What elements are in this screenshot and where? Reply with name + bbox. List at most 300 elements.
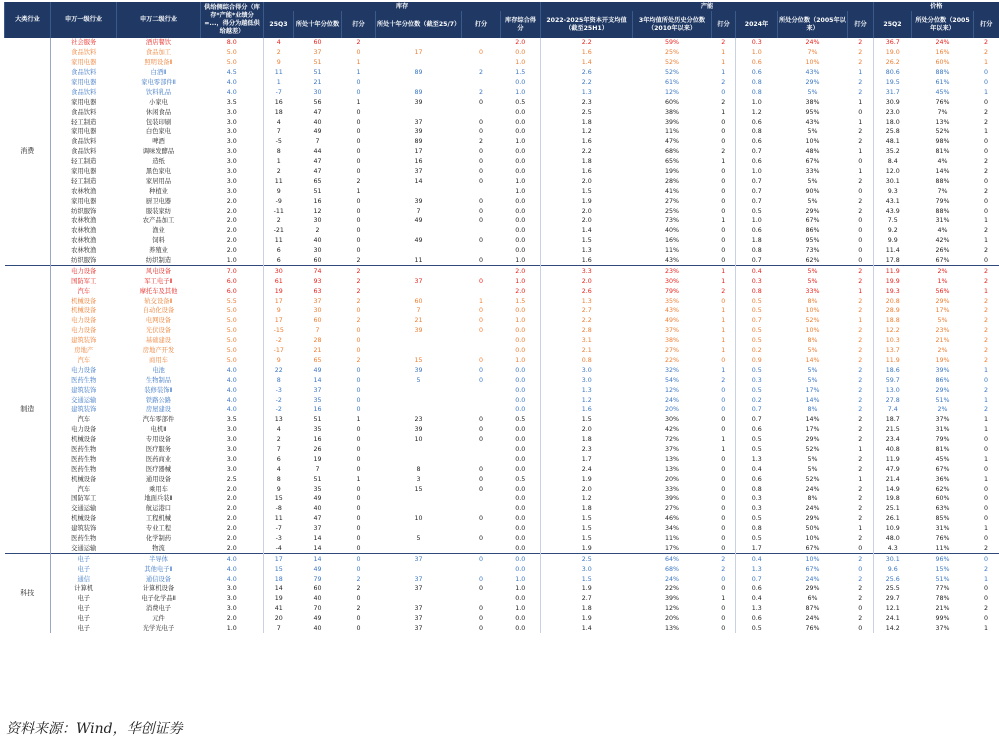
cell-rev_pct: 60 <box>313 39 322 47</box>
cell-turn_2024: 0.8 <box>736 246 778 256</box>
table-row <box>5 365 999 375</box>
col-header-rev_25q3: 25Q3 <box>264 11 294 38</box>
cell-turn_pct: 50% <box>805 525 820 533</box>
cell-turn_pct: 43% <box>805 69 820 77</box>
cell-turn_score: 2 <box>858 416 863 424</box>
cell-score: 2.0 <box>226 227 237 235</box>
cell-gm_25q2: 28.9 <box>874 306 912 316</box>
cell-turn_2024: 0.5 <box>736 445 778 455</box>
cell-rev_score: 0 <box>356 615 361 623</box>
cell-sw2: 农产品加工 <box>142 217 175 225</box>
cell-capex_2225: 1.6 <box>541 405 633 415</box>
cell-turn_pct: 33% <box>805 287 820 295</box>
cell-rev_25q3: -7 <box>264 524 294 534</box>
cell-turn_2024: 0.5 <box>736 534 778 544</box>
cell-rev_score: 0 <box>356 595 361 603</box>
cell-gm_score: 2 <box>984 347 989 355</box>
cell-rev_pct: 40 <box>313 624 322 632</box>
cell-score: 5.0 <box>226 337 237 345</box>
cell-sw2: 食品加工 <box>145 49 172 57</box>
cell-inv_score <box>462 543 501 553</box>
cell-capex_pct: 30% <box>665 416 679 424</box>
cell-turn_pct: 8% <box>807 406 818 414</box>
cell-rev_pct: 2 <box>315 227 320 235</box>
cell-sw1: 纺织服饰 <box>71 257 97 265</box>
cell-gm_score: 2 <box>984 307 989 315</box>
cell-capex_pct: 68% <box>665 148 679 156</box>
table-row <box>5 346 999 356</box>
cell-sw2: 自动化设备 <box>142 307 175 315</box>
cell-capex_pct: 32% <box>665 366 679 374</box>
cell-turn_pct: 76% <box>805 624 820 632</box>
cell-rev_25q3: 8 <box>264 147 294 157</box>
cell-sw2: 专业工程 <box>145 525 172 533</box>
cell-turn_score: 2 <box>858 138 863 146</box>
cell-sw1: 建筑装饰 <box>71 406 97 414</box>
cell-inv_score <box>462 38 501 48</box>
col-header-rev_pct: 所处十年分位数 <box>294 11 342 38</box>
cell-inv_pct: 39 <box>414 98 423 106</box>
cell-turn_pct: 5% <box>778 266 848 276</box>
cell-turn_score: 1 <box>858 148 863 156</box>
cell-gm_25q2: 36.7 <box>874 38 912 48</box>
cell-inv_total: 0.0 <box>515 505 526 513</box>
cell-rev_score: 2 <box>356 575 361 583</box>
table-row <box>5 276 999 286</box>
cell-capex_pct: 42% <box>665 426 679 434</box>
cell-capex_2225: 2.2 <box>541 147 633 157</box>
cell-rev_pct: 16 <box>313 406 322 414</box>
cell-inv_score: 2 <box>478 69 483 77</box>
section-label: 制造 <box>5 266 51 554</box>
cell-turn_2024: 0.7 <box>736 316 778 326</box>
cell-inv_pct <box>376 445 462 455</box>
table-row <box>5 137 999 147</box>
cell-score: 3.5 <box>226 416 237 424</box>
cell-inv_score: 2 <box>478 138 483 146</box>
cell-gm_score: 2 <box>984 247 989 255</box>
cell-capex_2225: 1.9 <box>541 543 633 553</box>
cell-capex_score: 0 <box>721 297 726 305</box>
table-row <box>5 425 999 435</box>
cell-turn_pct: 5% <box>807 465 818 473</box>
cell-capex_2225: 1.8 <box>541 435 633 445</box>
cell-capex_score: 1 <box>721 445 726 453</box>
cell-turn_2024: 0.6 <box>736 68 778 78</box>
cell-sw1: 社会服务 <box>71 39 97 47</box>
cell-gm_pct: 4% <box>937 227 948 235</box>
cell-capex_pct: 79% <box>665 287 679 295</box>
cell-rev_pct: 51 <box>313 59 322 67</box>
cell-gm_pct: 79% <box>935 197 950 205</box>
cell-turn_2024: 0.8 <box>736 87 778 97</box>
cell-turn_pct: 17% <box>805 386 820 394</box>
cell-inv_pct: 5 <box>416 534 421 542</box>
cell-sw2: 铁路公路 <box>145 396 172 404</box>
cell-rev_score: 0 <box>356 347 361 355</box>
cell-turn_2024: 0.5 <box>736 624 778 634</box>
cell-capex_2225: 2.0 <box>541 206 633 216</box>
table-row <box>5 236 999 246</box>
cell-sw2: 军工电子Ⅱ <box>144 277 173 285</box>
cell-capex_2225: 2.6 <box>541 68 633 78</box>
cell-sw1: 电子 <box>77 605 91 613</box>
cell-capex_2225: 1.5 <box>541 514 633 524</box>
cell-capex_2225: 2.4 <box>541 464 633 474</box>
cell-capex_score: 1 <box>721 158 726 166</box>
cell-rev_score: 2 <box>356 317 361 325</box>
cell-gm_score: 0 <box>984 257 989 265</box>
cell-capex_pct: 23% <box>633 266 712 276</box>
cell-inv_score: 2 <box>478 88 483 96</box>
cell-capex_2225: 2.8 <box>541 326 633 336</box>
cell-rev_25q3: 61 <box>264 276 294 286</box>
cell-turn_pct: 29% <box>805 515 820 523</box>
cell-inv_pct <box>376 286 462 296</box>
cell-inv_total: 0.0 <box>515 49 526 57</box>
cell-gm_25q2: 23.4 <box>874 435 912 445</box>
cell-gm_score: 1 <box>984 396 989 404</box>
cell-gm_25q2: 21.4 <box>874 474 912 484</box>
cell-inv_pct: 7 <box>416 307 421 315</box>
cell-rev_score: 2 <box>356 39 361 47</box>
cell-inv_score: 0 <box>478 317 483 325</box>
group-header-price: 价格 <box>874 2 999 11</box>
cell-turn_2024: 1.3 <box>736 604 778 614</box>
cell-sw1: 家用电器 <box>71 59 97 67</box>
cell-inv_total: 0.5 <box>515 98 526 106</box>
table-row <box>5 405 999 415</box>
cell-turn_2024: 0.4 <box>736 464 778 474</box>
cell-capex_pct: 38% <box>665 337 679 345</box>
cell-capex_pct: 25% <box>665 49 679 57</box>
cell-inv_pct <box>376 78 462 88</box>
cell-rev_25q3: -7 <box>264 87 294 97</box>
cell-gm_pct: 81% <box>935 445 950 453</box>
cell-sw2: 酒店餐饮 <box>145 39 172 47</box>
cell-capex_2225: 2.6 <box>541 286 633 296</box>
cell-gm_pct: 7% <box>937 187 948 195</box>
cell-capex_score: 1 <box>721 217 726 225</box>
table-row <box>5 167 999 177</box>
cell-rev_score: 0 <box>356 247 361 255</box>
cell-rev_pct: 49 <box>313 128 322 136</box>
cell-sw2: 装修装饰Ⅱ <box>144 386 173 394</box>
cell-score: 2.0 <box>226 615 237 623</box>
cell-rev_25q3: 30 <box>264 266 294 276</box>
cell-rev_pct: 7 <box>315 138 320 146</box>
cell-sw2: 调味发酵品 <box>142 148 175 156</box>
cell-rev_pct: 21 <box>313 79 322 86</box>
cell-rev_pct: 51 <box>313 69 322 77</box>
cell-gm_score: 1 <box>984 217 989 225</box>
cell-inv_score: 0 <box>478 366 483 374</box>
cell-inv_pct: 37 <box>414 168 423 176</box>
cell-turn_2024: 0.6 <box>736 137 778 147</box>
cell-inv_pct <box>376 564 462 574</box>
cell-score: 3.0 <box>226 128 237 136</box>
cell-score: 2.0 <box>226 505 237 513</box>
table-row <box>5 147 999 157</box>
cell-inv_score: 0 <box>478 257 483 265</box>
cell-turn_score: 1 <box>858 287 863 295</box>
cell-capex_2225: 2.2 <box>541 38 633 48</box>
cell-gm_score: 0 <box>984 515 989 523</box>
cell-turn_2024: 0.5 <box>736 514 778 524</box>
cell-rev_pct: 12 <box>313 207 322 215</box>
cell-turn_score: 0 <box>858 108 863 116</box>
cell-capex_2225: 1.5 <box>541 534 633 544</box>
cell-gm_score: 2 <box>984 297 989 305</box>
table-row <box>5 574 999 584</box>
cell-inv_total: 0.0 <box>515 247 526 255</box>
cell-rev_pct: 30 <box>313 247 322 255</box>
cell-inv_pct: 89 <box>414 138 423 146</box>
cell-rev_25q3: -2 <box>264 395 294 405</box>
cell-inv_total: 1.0 <box>515 187 526 195</box>
cell-rev_pct: 19 <box>313 455 322 463</box>
cell-inv_total: 0.5 <box>515 475 526 483</box>
cell-inv_total: 0.0 <box>515 327 526 335</box>
cell-rev_pct: 70 <box>313 605 322 613</box>
cell-turn_2024: 0.8 <box>736 286 778 296</box>
cell-gm_score: 0 <box>984 445 989 453</box>
cell-score: 2.0 <box>226 217 237 225</box>
cell-rev_pct: 7 <box>315 465 320 473</box>
cell-capex_2225: 1.2 <box>541 494 633 504</box>
cell-turn_pct: 24% <box>805 505 820 513</box>
cell-score: 5.0 <box>226 327 237 335</box>
cell-turn_pct: 52% <box>805 445 820 453</box>
cell-rev_score: 0 <box>356 118 361 126</box>
cell-sw2: 工程机械 <box>145 515 172 523</box>
cell-turn_2024: 0.3 <box>736 494 778 504</box>
cell-inv_pct: 8 <box>416 465 421 473</box>
cell-sw1: 汽车 <box>77 287 91 295</box>
cell-sw1: 国防军工 <box>71 277 97 285</box>
cell-capex_2225: 2.7 <box>541 594 633 604</box>
cell-rev_pct: 37 <box>313 49 322 57</box>
cell-rev_25q3: 6 <box>264 246 294 256</box>
cell-gm_25q2: 47.9 <box>874 464 912 474</box>
cell-inv_score: 0 <box>478 485 483 493</box>
cell-inv_score: 0 <box>478 376 483 384</box>
cell-turn_2024: 0.5 <box>736 206 778 216</box>
cell-inv_score: 0 <box>478 168 483 176</box>
cell-turn_2024: 1.0 <box>736 97 778 107</box>
cell-rev_score: 0 <box>356 138 361 146</box>
cell-turn_2024: 0.8 <box>736 524 778 534</box>
cell-gm_score: 0 <box>984 534 989 542</box>
cell-gm_pct: 88% <box>935 207 950 215</box>
cell-score: 2.0 <box>226 197 237 205</box>
cell-turn_pct: 5% <box>807 376 818 384</box>
cell-rev_pct: 30 <box>313 88 322 96</box>
cell-capex_score: 0 <box>721 426 726 434</box>
cell-rev_25q3: 8 <box>264 375 294 385</box>
cell-gm_score: 1 <box>984 426 989 434</box>
table-row <box>5 38 999 48</box>
cell-rev_pct: 16 <box>313 436 322 444</box>
cell-sw2: 生物制品 <box>145 376 172 384</box>
cell-inv_total: 2.0 <box>501 266 541 276</box>
cell-gm_pct: 88% <box>935 69 950 77</box>
cell-gm_pct: 60% <box>935 59 950 67</box>
cell-inv_pct <box>376 266 462 276</box>
cell-inv_total: 0.0 <box>515 455 526 463</box>
cell-rev_25q3: 13 <box>264 415 294 425</box>
cell-gm_score: 2 <box>984 108 989 116</box>
cell-gm_score: 1 <box>984 88 989 96</box>
cell-rev_score: 0 <box>356 108 361 116</box>
cell-turn_score: 1 <box>858 475 863 483</box>
cell-sw1: 家用电器 <box>71 168 97 176</box>
cell-score: 3.0 <box>226 426 237 434</box>
cell-sw2: 小家电 <box>149 98 168 106</box>
cell-turn_pct: 5% <box>807 366 818 374</box>
cell-rev_pct: 49 <box>313 495 322 503</box>
cell-gm_score: 2 <box>984 386 989 394</box>
cell-capex_2225: 2.7 <box>541 306 633 316</box>
cell-gm_25q2: 40.8 <box>874 445 912 455</box>
table-row <box>5 494 999 504</box>
cell-gm_25q2: 21.5 <box>874 425 912 435</box>
col-header-turn_pct: 所处分位数（2005年以来） <box>778 11 848 38</box>
cell-turn_pct: 5% <box>807 177 818 185</box>
cell-gm_25q2: 12.2 <box>874 326 912 336</box>
cell-turn_2024: 0.8 <box>736 127 778 137</box>
cell-inv_pct: 37 <box>414 277 423 285</box>
cell-inv_pct <box>376 454 462 464</box>
cell-rev_pct: 40 <box>313 505 322 513</box>
cell-turn_score: 1 <box>858 168 863 176</box>
cell-gm_25q2: 25.1 <box>874 504 912 514</box>
cell-turn_score: 2 <box>858 615 863 623</box>
cell-sw2: 风电设备 <box>117 266 201 276</box>
cell-inv_pct: 37 <box>414 605 423 613</box>
cell-inv_score <box>462 564 501 574</box>
cell-gm_score: 0 <box>984 495 989 503</box>
cell-gm_25q2: 18.7 <box>874 415 912 425</box>
cell-turn_2024: 0.4 <box>736 554 778 564</box>
cell-turn_2024: 1.3 <box>736 564 778 574</box>
cell-turn_pct: 10% <box>805 138 820 146</box>
cell-turn_score: 2 <box>858 79 863 86</box>
cell-rev_score: 1 <box>356 416 361 424</box>
table-row <box>5 474 999 484</box>
cell-score: 6.0 <box>226 287 237 295</box>
cell-inv_score: 0 <box>478 575 483 583</box>
cell-turn_2024: 0.3 <box>736 276 778 286</box>
cell-rev_pct: 49 <box>313 615 322 623</box>
cell-sw2: 通用设备 <box>145 475 172 483</box>
cell-capex_2225: 1.5 <box>541 574 633 584</box>
cell-turn_2024: 0.5 <box>736 306 778 316</box>
cell-score: 4.0 <box>226 575 237 583</box>
cell-inv_total: 1.0 <box>515 585 526 593</box>
cell-turn_2024: 0.7 <box>736 415 778 425</box>
cell-rev_score: 0 <box>356 515 361 523</box>
cell-capex_score: 2 <box>721 79 726 86</box>
cell-sw1: 食品饮料 <box>71 49 97 57</box>
cell-score: 5.0 <box>226 59 237 67</box>
table-row <box>5 464 999 474</box>
cell-inv_score <box>462 524 501 534</box>
cell-sw2: 医疗服务 <box>145 445 172 453</box>
cell-rev_25q3: 41 <box>264 604 294 614</box>
cell-turn_pct: 43% <box>805 118 820 126</box>
cell-gm_pct: 42% <box>935 237 950 245</box>
cell-inv_total: 0.0 <box>515 118 526 126</box>
cell-turn_2024: 0.6 <box>736 614 778 624</box>
cell-capex_pct: 12% <box>665 605 679 613</box>
cell-capex_2225: 1.4 <box>541 58 633 68</box>
cell-sw2: 饲料 <box>152 237 165 245</box>
cell-rev_pct: 47 <box>313 168 322 176</box>
cell-inv_score: 0 <box>478 426 483 434</box>
cell-inv_total: 0.0 <box>515 396 526 404</box>
cell-rev_25q3: 15 <box>264 564 294 574</box>
cell-rev_score: 0 <box>356 158 361 166</box>
cell-score: 3.0 <box>226 605 237 613</box>
cell-gm_score: 1 <box>984 287 989 295</box>
cell-capex_2225: 2.3 <box>541 445 633 455</box>
cell-capex_score: 1 <box>721 108 726 116</box>
table-row <box>5 316 999 326</box>
cell-capex_2225: 1.9 <box>541 196 633 206</box>
cell-rev_pct: 49 <box>313 366 322 374</box>
cell-turn_2024: 0.3 <box>736 504 778 514</box>
cell-rev_score: 0 <box>356 396 361 404</box>
cell-turn_2024: 0.5 <box>736 326 778 336</box>
cell-turn_pct: 5% <box>807 88 818 96</box>
cell-sw1: 国防军工 <box>71 495 97 503</box>
cell-rev_pct: 21 <box>313 347 322 355</box>
cell-inv_pct: 16 <box>414 158 423 166</box>
cell-inv_total: 0.0 <box>515 128 526 136</box>
cell-capex_score: 0 <box>721 138 726 146</box>
cell-gm_score: 2 <box>984 168 989 176</box>
cell-rev_25q3: -5 <box>264 137 294 147</box>
cell-turn_score: 2 <box>858 386 863 394</box>
cell-rev_25q3: 9 <box>264 58 294 68</box>
cell-capex_pct: 64% <box>633 554 712 564</box>
cell-gm_25q2: 48.1 <box>874 137 912 147</box>
cell-capex_score: 0 <box>721 615 726 623</box>
cell-inv_score: 0 <box>478 148 483 156</box>
cell-turn_score: 2 <box>858 426 863 434</box>
cell-capex_pct: 19% <box>665 168 679 176</box>
cell-turn_score: 0 <box>858 217 863 225</box>
cell-capex_2225: 1.8 <box>541 604 633 614</box>
cell-capex_2225: 1.5 <box>541 524 633 534</box>
cell-score: 4.5 <box>226 69 237 77</box>
cell-inv_total: 0.0 <box>515 207 526 215</box>
cell-sw2: 服装家纺 <box>145 207 172 215</box>
cell-turn_pct: 29% <box>805 79 820 86</box>
cell-inv_score <box>462 494 501 504</box>
cell-inv_pct: 39 <box>414 426 423 434</box>
cell-capex_pct: 33% <box>665 485 679 493</box>
cell-sw2: 商用车 <box>149 356 168 364</box>
table-row <box>5 435 999 445</box>
cell-inv_total: 0.0 <box>515 217 526 225</box>
cell-sw2: 电池 <box>152 366 165 374</box>
cell-score: 2.0 <box>226 207 237 215</box>
cell-inv_total: 0.0 <box>515 197 526 205</box>
cell-turn_pct: 8% <box>807 297 818 305</box>
cell-rev_pct: 37 <box>313 525 322 533</box>
